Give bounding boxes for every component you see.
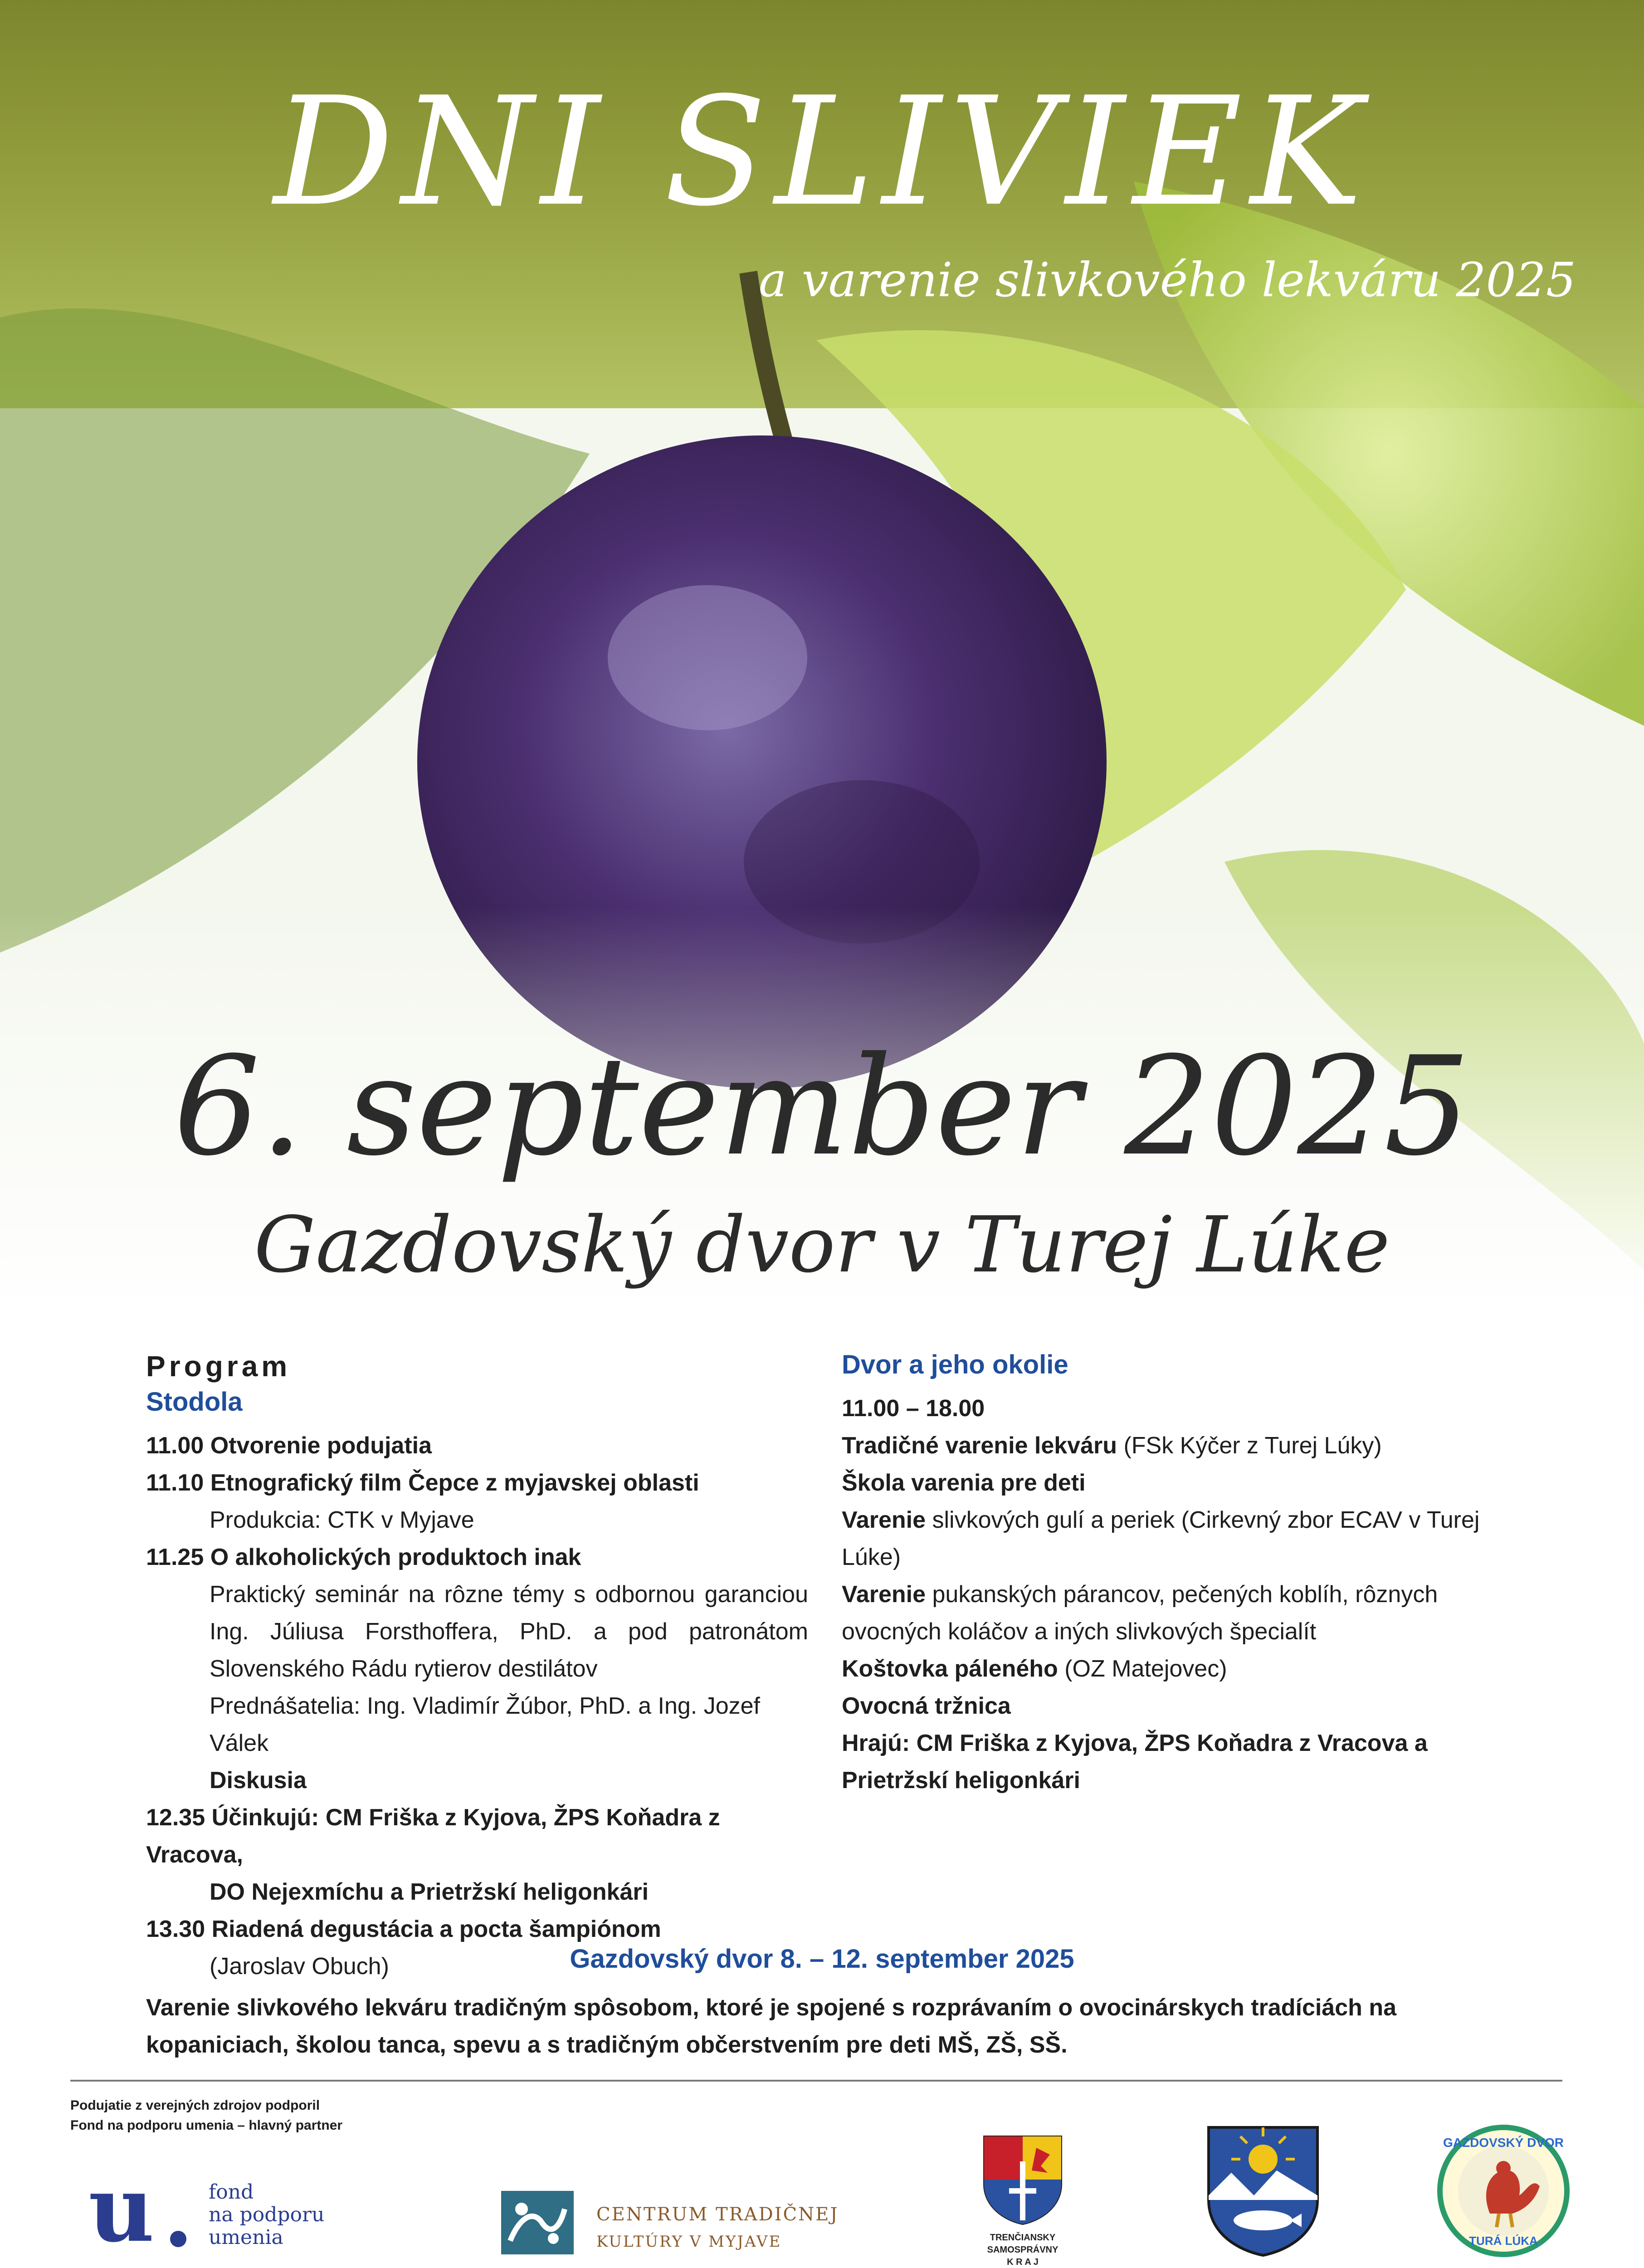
fpu-text: fond [209, 2180, 254, 2204]
week-heading: Gazdovský dvor 8. – 12. september 2025 [570, 1944, 1074, 1974]
support-line: Podujatie z verejných zdrojov podporil [70, 2098, 320, 2113]
tsk-text: SAMOSPRÁVNY [987, 2245, 1059, 2255]
item-title: O alkoholických produktoch inak [210, 1544, 581, 1570]
event-date: 6. september 2025 [173, 1027, 1471, 1186]
fpu-text: umenia [209, 2226, 283, 2249]
item-subtext: DO Nejexmíchu a Prietržskí heligonkári [210, 1879, 649, 1905]
tura-luka-coat-of-arms-icon [1204, 2123, 1322, 2259]
item-time: 12.35 [146, 1804, 205, 1831]
item-title: Riadená degustácia a pocta šampiónom [211, 1916, 661, 1942]
gd-text: TURÁ LÚKA [1469, 2234, 1538, 2248]
item-rest: (OZ Matejovec) [1058, 1656, 1227, 1682]
right-item: Ovocná tržnica [842, 1693, 1011, 1719]
ctk-ornament-icon [501, 2191, 574, 2254]
right-item [842, 1501, 1495, 1576]
footer-divider [70, 2080, 1562, 2082]
item-rest: (FSk Kýčer z Turej Lúky) [1117, 1432, 1382, 1459]
tsk-logo [980, 2134, 1066, 2268]
support-note [70, 2096, 342, 2136]
gazdovsky-dvor-logo [1435, 2123, 1571, 2259]
program-heading: Program [146, 1350, 291, 1383]
right-item [842, 1427, 1495, 1464]
item-time: 11.00 [146, 1432, 204, 1459]
fpu-text: na podporu [209, 2203, 325, 2226]
item-time: 13.30 [146, 1916, 205, 1942]
fpu-u-mark-icon [88, 2173, 188, 2254]
right-time: 11.00 – 18.00 [842, 1395, 985, 1422]
event-venue: Gazdovský dvor v Turej Lúke [254, 1200, 1390, 1290]
item-rest: slivkových gulí a periek (Cirkevný zbor ECAV v Turej Lúke) [842, 1507, 1480, 1570]
ctk-text: KULTÚRY V MYJAVE [596, 2233, 782, 2251]
week-description: Varenie slivkového lekváru tradičným spôsobom, ktoré je spojené s rozprávaním o ovocinárskych tradíciách na kopaniciach, školou tanca, spevu a s tradičným občerstvením pre deti MŠ, ZŠ, SŠ. [146, 1994, 1397, 2058]
right-item [842, 1650, 1495, 1687]
item-subtext: (Jaroslav Obuch) [210, 1953, 389, 1980]
tsk-coat-of-arms-icon [982, 2134, 1063, 2225]
item-bold: Varenie [842, 1581, 926, 1608]
program-item [146, 1464, 808, 1501]
tsk-text: TRENČIANSKY [990, 2233, 1056, 2243]
program-item [146, 1799, 808, 1873]
speakers: Prednášatelia: Ing. Vladimír Žúbor, PhD. a Ing. Jozef Válek [210, 1693, 760, 1756]
item-time: 11.10 [146, 1470, 204, 1496]
right-item: Škola varenia pre deti [842, 1470, 1086, 1496]
gd-text: GAZDOVSKÝ DVOR [1443, 2136, 1564, 2150]
svg-text:u: u [88, 2173, 155, 2254]
item-bold: Koštovka páleného [842, 1656, 1058, 1682]
program-item [146, 1539, 808, 1576]
discussion: Diskusia [210, 1767, 307, 1794]
tsk-text: K R A J [1007, 2257, 1039, 2267]
program-item [146, 1911, 808, 1948]
section-stodola: Stodola [146, 1387, 243, 1417]
item-title: Etnografický film Čepce z myjavskej oblasti [210, 1470, 699, 1496]
event-subtitle: a varenie slivkového lekváru 2025 [758, 252, 1576, 308]
section-dvor: Dvor a jeho okolie [842, 1350, 1068, 1379]
fpu-logo [88, 2173, 342, 2254]
item-title: Účinkujú: CM Friška z Kyjova, ŽPS Koňadra z Vracova, [146, 1804, 720, 1868]
program-left-column [146, 1349, 808, 1985]
ctk-logo [501, 2191, 846, 2259]
right-item: Hrajú: CM Friška z Kyjova, ŽPS Koňadra z Vracova a Prietržskí heligonkári [842, 1730, 1428, 1794]
right-item [842, 1576, 1495, 1650]
ctk-text: CENTRUM TRADIČNEJ [596, 2204, 839, 2225]
program-right-column [842, 1349, 1495, 1799]
seminar-description: Praktický seminár na rôzne témy s odbornou garanciou Ing. Júliusa Forsthoffera, PhD. a pod patronátom Slovenského Rádu rytierov destilátov [210, 1581, 808, 1682]
support-line: Fond na podporu umenia – hlavný partner [70, 2118, 343, 2133]
event-title: DNI SLIVIEK [273, 65, 1371, 239]
item-time: 11.25 [146, 1544, 204, 1570]
item-bold: Tradičné varenie lekváru [842, 1432, 1117, 1459]
item-rest: pukanských párancov, pečených koblíh, rôznych ovocných koláčov a iných slivkových špecialít [842, 1581, 1438, 1645]
program-item [146, 1427, 808, 1464]
item-subtext: Produkcia: CTK v Myjave [210, 1507, 474, 1533]
item-bold: Varenie [842, 1507, 926, 1533]
item-title: Otvorenie podujatia [210, 1432, 432, 1459]
